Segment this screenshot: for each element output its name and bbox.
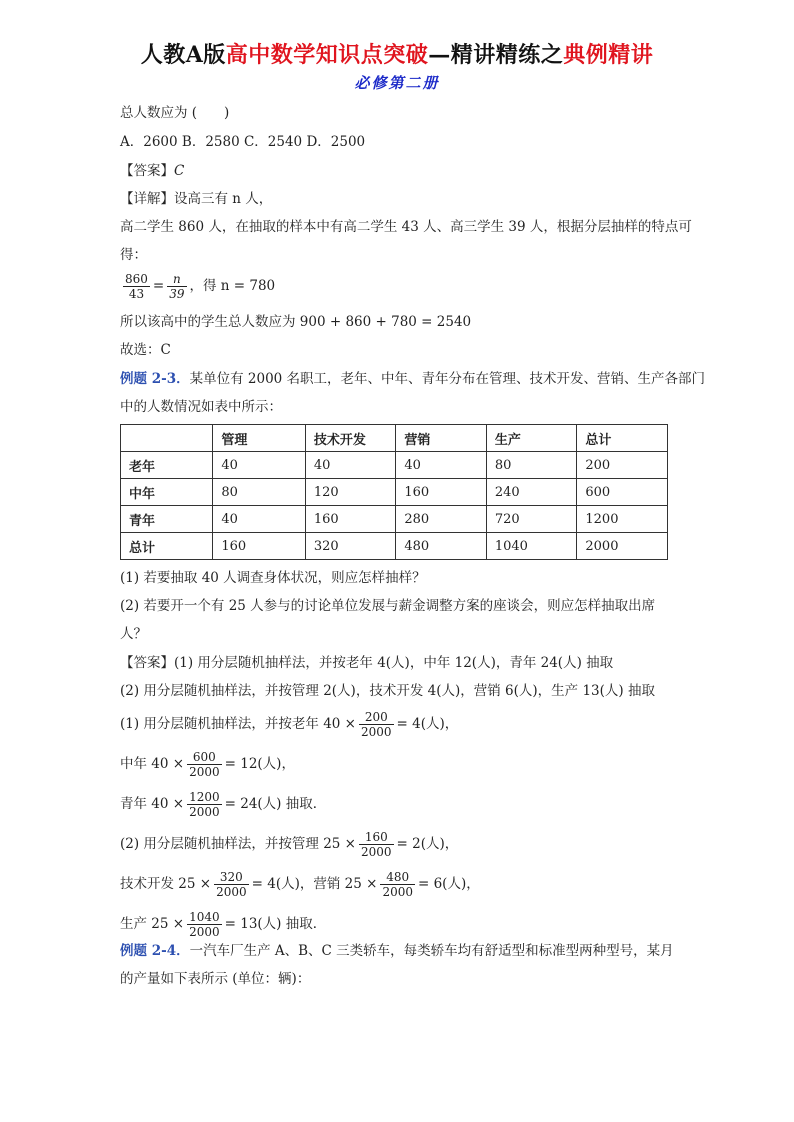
table-cell: 80 bbox=[213, 479, 305, 506]
table-cell: 280 bbox=[396, 506, 486, 533]
page-title bbox=[0, 40, 794, 70]
table-row bbox=[121, 533, 668, 560]
table-row bbox=[121, 506, 668, 533]
solution-line: (1) 用分层随机抽样法，并按老年 40 × $\frac{200}{2000}$ = 4(人)， bbox=[120, 710, 459, 739]
table-cell: 青年 bbox=[121, 506, 213, 533]
detail-text: 设高三有 n 人， bbox=[174, 191, 273, 207]
fraction: $\frac{n}{39}$ bbox=[169, 272, 185, 301]
table-cell: 1200 bbox=[577, 506, 668, 533]
q1-answer bbox=[120, 160, 184, 182]
table-cell: 管理 bbox=[213, 425, 305, 452]
page-header bbox=[0, 40, 794, 94]
table-cell: 营销 bbox=[396, 425, 486, 452]
table-cell: 320 bbox=[305, 533, 395, 560]
ex23-answer-1: 【答案】(1) 用分层随机抽样法，并按老年 4(人)，中年 12(人)，青年 24(人) 抽取 bbox=[120, 655, 614, 671]
table-cell: 200 bbox=[577, 452, 668, 479]
table-cell: 720 bbox=[486, 506, 577, 533]
q1-detail-line2: 高二学生 860 人，在抽取的样本中有高二学生 43 人、高三学生 39 人，根据分层抽样的特点可 bbox=[120, 219, 692, 235]
answer-label: 【答案】 bbox=[120, 163, 174, 179]
ex23-answer-2: (2) 用分层随机抽样法，并按管理 2(人)，技术开发 4(人)，营销 6(人)，生产 13(人) 抽取 bbox=[120, 683, 655, 699]
answer-value: C bbox=[174, 163, 185, 179]
table-cell: 1040 bbox=[486, 533, 577, 560]
table-cell: 480 bbox=[396, 533, 486, 560]
solution-line: 青年 40 × $\frac{1200}{2000}$ = 24(人) 抽取． bbox=[120, 790, 327, 819]
table-cell: 160 bbox=[213, 533, 305, 560]
table-cell: 80 bbox=[486, 452, 577, 479]
table-cell: 120 bbox=[305, 479, 395, 506]
solution-line: 生产 25 × $\frac{1040}{2000}$ = 13(人) 抽取． bbox=[120, 910, 327, 939]
table-cell: 中年 bbox=[121, 479, 213, 506]
fraction: $\frac{200}{2000}$ bbox=[361, 710, 392, 739]
page-subtitle: 必修第二册 bbox=[354, 74, 440, 92]
q1-equation: $\frac{860}{43}$ = $\frac{n}{39}$ ，得 n = 780 bbox=[125, 272, 276, 301]
fraction: $\frac{1040}{2000}$ bbox=[189, 910, 220, 939]
table-cell: 160 bbox=[396, 479, 486, 506]
fraction: $\frac{480}{2000}$ bbox=[382, 870, 413, 899]
table-row bbox=[121, 452, 668, 479]
ex23-question-2a: (2) 若要开一个有 25 人参与的讨论单位发展与薪金调整方案的座谈会，则应怎样抽取出席 bbox=[120, 598, 656, 614]
table-cell: 600 bbox=[577, 479, 668, 506]
table-cell bbox=[121, 425, 213, 452]
staff-table bbox=[120, 424, 668, 560]
q1-options: A．2600 B．2580 C．2540 D．2500 bbox=[120, 134, 366, 150]
table-cell: 40 bbox=[305, 452, 395, 479]
q1-stem-tail: 总人数应为 ( ) bbox=[120, 105, 230, 121]
solution-line: 中年 40 × $\frac{600}{2000}$ = 12(人)， bbox=[120, 750, 295, 779]
table-cell: 40 bbox=[213, 506, 305, 533]
ex24-label: 例题 2-4． bbox=[120, 943, 190, 959]
ex23-question-2b: 人？ bbox=[120, 626, 147, 642]
fraction: $\frac{600}{2000}$ bbox=[189, 750, 220, 779]
table-row bbox=[121, 479, 668, 506]
title-part-b: 高中数学知识点突破 bbox=[225, 42, 429, 68]
fraction: $\frac{860}{43}$ bbox=[125, 272, 148, 301]
table-cell: 2000 bbox=[577, 533, 668, 560]
ex23-label: 例题 2-3． bbox=[120, 371, 190, 387]
fraction: $\frac{160}{2000}$ bbox=[361, 830, 392, 859]
title-part-c: —精讲精练之 bbox=[428, 42, 564, 68]
table-cell: 40 bbox=[396, 452, 486, 479]
table-cell: 240 bbox=[486, 479, 577, 506]
table-cell: 160 bbox=[305, 506, 395, 533]
detail-label: 【详解】 bbox=[120, 191, 174, 207]
table-cell: 总计 bbox=[121, 533, 213, 560]
fraction: $\frac{1200}{2000}$ bbox=[189, 790, 220, 819]
table-cell: 总计 bbox=[577, 425, 668, 452]
q1-detail bbox=[120, 188, 272, 210]
title-part-a: 人教A版 bbox=[140, 42, 226, 68]
ex23-question-1: (1) 若要抽取 40 人调查身体状况，则应怎样抽样？ bbox=[120, 570, 426, 586]
table-cell: 40 bbox=[213, 452, 305, 479]
q1-detail-line3: 得： bbox=[120, 247, 147, 263]
ex24-stem-line2: 的产量如下表所示 (单位：辆)： bbox=[120, 971, 311, 987]
table-cell: 老年 bbox=[121, 452, 213, 479]
ex24-stem-line1: 例题 2-4．一汽车厂生产 A、B、C 三类轿车，每类轿车均有舒适型和标准型两种型号，某月 bbox=[120, 943, 674, 959]
title-part-d: 典例精讲 bbox=[563, 42, 654, 68]
table-cell: 技术开发 bbox=[305, 425, 395, 452]
table-cell: 生产 bbox=[486, 425, 577, 452]
fraction: $\frac{320}{2000}$ bbox=[216, 870, 247, 899]
solution-line: 技术开发 25 × $\frac{320}{2000}$ = 4(人)，营销 25 × $\frac{480}{2000}$ = 6(人)， bbox=[120, 870, 480, 899]
q1-choose: 故选：C bbox=[120, 342, 171, 358]
ex23-stem-line2: 中的人数情况如表中所示： bbox=[120, 399, 282, 415]
table-header-row bbox=[121, 425, 668, 452]
ex23-stem-line1: 例题 2-3．某单位有 2000 名职工，老年、中年、青年分布在管理、技术开发、营销、生产各部门 bbox=[120, 371, 706, 387]
q1-conclusion: 所以该高中的学生总人数应为 900 + 860 + 780 = 2540 bbox=[120, 314, 472, 330]
solution-line: (2) 用分层随机抽样法，并按管理 25 × $\frac{160}{2000}$ = 2(人)， bbox=[120, 830, 459, 859]
